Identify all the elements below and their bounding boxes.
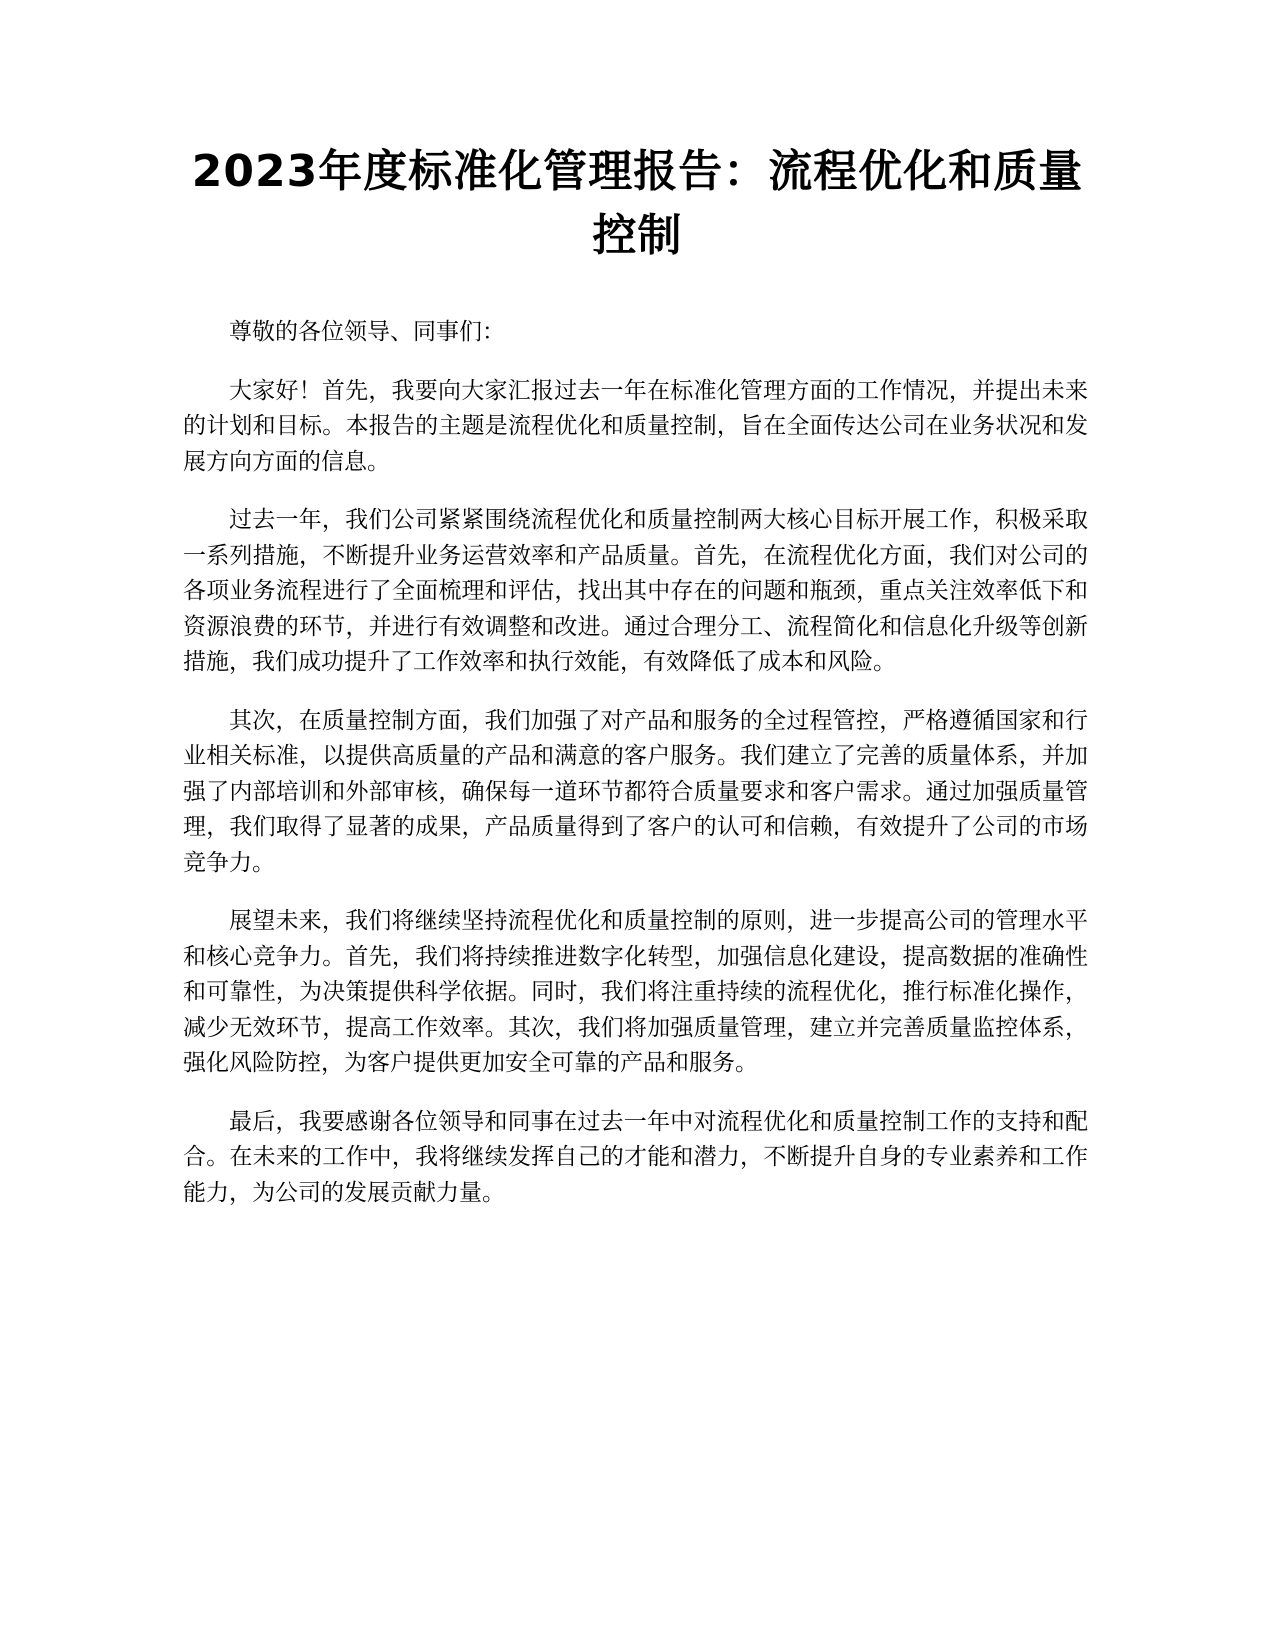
document-title <box>175 140 1100 268</box>
body-paragraph-3: 其次，在质量控制方面，我们加强了对产品和服务的全过程管控，严格遵循国家和行业相关标准，以提供高质量的产品和满意的客户服务。我们建立了完善的质量体系，并加强了内部培训和外部审核，确保每一道环节都符合质量要求和客户需求。通过加强质量管理，我们取得了显著的成果，产品质量得到了客户的认可和信赖，有效提升了公司的市场竞争力。 <box>183 707 1088 876</box>
title-line-1: 2023年度标准化管理报告：流程优化和质量 <box>191 146 1084 197</box>
body-paragraph-1: 大家好！首先，我要向大家汇报过去一年在标准化管理方面的工作情况，并提出未来的计划和目标。本报告的主题是流程优化和质量控制，旨在全面传达公司在业务状况和发展方向方面的信息。 <box>183 377 1088 475</box>
greeting-paragraph: 尊敬的各位领导、同事们： <box>229 319 505 345</box>
title-line-2: 控制 <box>592 210 683 261</box>
document-body <box>183 315 1088 1234</box>
body-paragraph-5: 最后，我要感谢各位领导和同事在过去一年中对流程优化和质量控制工作的支持和配合。在未来的工作中，我将继续发挥自己的才能和潜力，不断提升自身的专业素养和工作能力，为公司的发展贡献力量。 <box>183 1108 1088 1206</box>
body-paragraph-2: 过去一年，我们公司紧紧围绕流程优化和质量控制两大核心目标开展工作，积极采取一系列措施，不断提升业务运营效率和产品质量。首先，在流程优化方面，我们对公司的各项业务流程进行了全面梳理和评估，找出其中存在的问题和瓶颈，重点关注效率低下和资源浪费的环节，并进行有效调整和改进。通过合理分工、流程简化和信息化升级等创新措施，我们成功提升了工作效率和执行效能，有效降低了成本和风险。 <box>183 507 1088 675</box>
body-paragraph-4: 展望未来，我们将继续坚持流程优化和质量控制的原则，进一步提高公司的管理水平和核心竞争力。首先，我们将持续推进数字化转型，加强信息化建设，提高数据的准确性和可靠性，为决策提供科学依据。同时，我们将注重持续的流程优化，推行标准化操作，减少无效环节，提高工作效率。其次，我们将加强质量管理，建立并完善质量监控体系，强化风险防控，为客户提供更加安全可靠的产品和服务。 <box>183 908 1088 1076</box>
